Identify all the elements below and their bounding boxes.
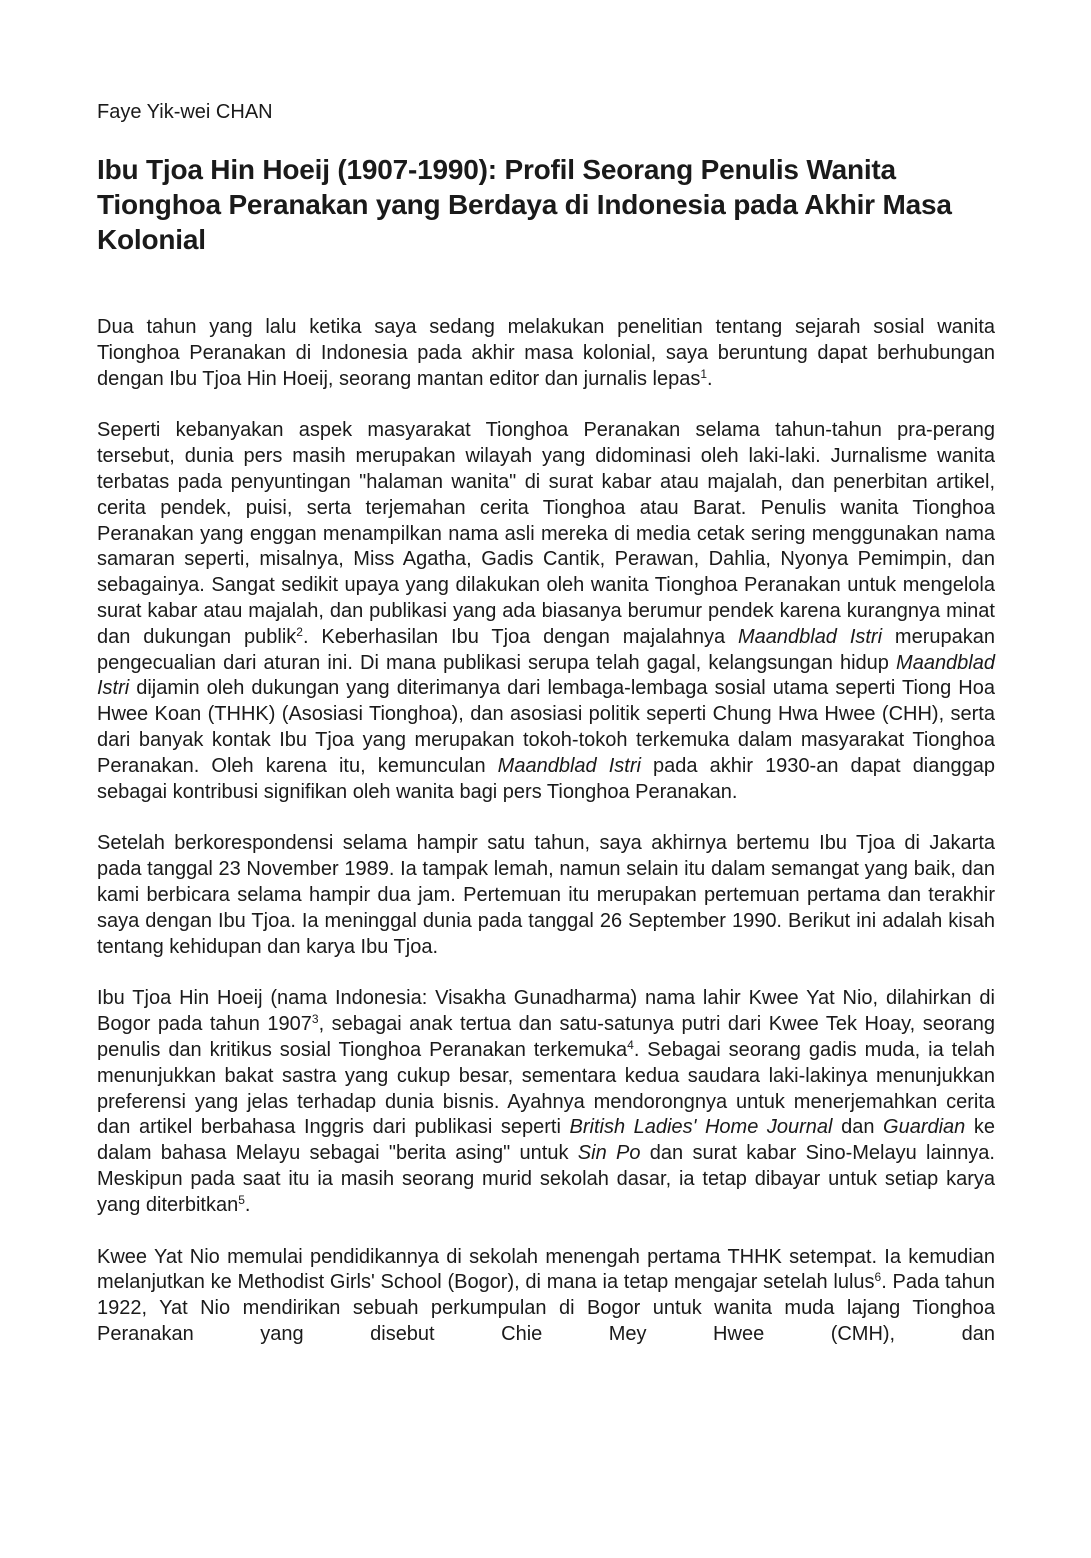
text-run: . — [707, 367, 713, 390]
footnote-ref-3: 3 — [311, 1012, 319, 1027]
text-run: pada akhir 1930-an dapat dianggap sebagai kontribusi signifikan oleh wanita bagi pers Tionghoa Peranakan. — [97, 754, 995, 803]
paragraph-meeting — [97, 831, 995, 960]
author-name: Faye Yik-wei CHAN — [97, 101, 273, 123]
publication-title: British Ladies' Home Journal — [569, 1116, 833, 1139]
text-run: . Keberhasilan Ibu Tjoa dengan majalahnya — [302, 625, 738, 648]
text-run: Setelah berkorespondensi selama hampir satu tahun, saya akhirnya bertemu Ibu Tjoa di Jakarta pada tanggal 23 November 1989. Ia tampak lemah, namun selain itu dalam semangat yang baik, dan kami berbicara selama hampir dua jam. Pertemuan itu merupakan pertemuan pertama dan terakhir saya dengan Ibu Tjoa. Ia meninggal dunia pada tanggal 26 September 1990. Berikut ini adalah kisah tentang kehidupan dan karya Ibu Tjoa. — [97, 832, 995, 958]
text-run: merupakan pengecualian dari aturan ini. Di mana publikasi serupa telah gagal, kelangsungan hidup — [97, 625, 995, 674]
text-run: ke dalam bahasa Melayu sebagai "berita asing" untuk — [97, 1116, 996, 1165]
article-title: Ibu Tjoa Hin Hoeij (1907-1990): Profil Seorang Penulis Wanita Tionghoa Peranakan yang Berdaya di Indonesia pada Akhir Masa Kolonial — [97, 154, 952, 255]
paragraph-education — [97, 1245, 995, 1348]
text-run: Seperti kebanyakan aspek masyarakat Tionghoa Peranakan selama tahun-tahun pra-perang tersebut, dunia pers masih merupakan wilayah yang didominasi oleh laki-laki. Jurnalisme wanita terbatas pada penyuntingan "halaman wanita" di surat kabar atau majalah, dan penerbitan artikel, cerita pendek, puisi, serta terjemahan cerita Tionghoa atau Barat. Penulis wanita Tionghoa Peranakan yang enggan menampilkan nama asli mereka di media cetak sering menggunakan nama samaran seperti, misalnya, Miss Agatha, Gadis Cantik, Perawan, Dahlia, Nyonya Pemimpin, dan sebagainya. Sangat sedikit upaya yang dilakukan oleh wanita Tionghoa Peranakan untuk mengelola surat kabar atau majalah, dan publikasi yang ada biasanya berumur pendek karena kurangnya minat dan dukungan publik — [97, 419, 995, 648]
text-run: Ibu Tjoa Hin Hoeij (nama Indonesia: Visakha Gunadharma) nama lahir Kwee Yat Nio, dilahirkan di Bogor pada tahun 1907 — [97, 987, 995, 1036]
text-run: dan surat kabar Sino-Melayu lainnya. Meskipun pada saat itu ia masih seorang murid sekolah dasar, ia tetap dibayar untuk setiap karya yang diterbitkan — [97, 1142, 995, 1216]
text-run: . Sebagai seorang gadis muda, ia telah menunjukkan bakat sastra yang cukup besar, sementara kedua saudara laki-lakinya menunjukkan preferensi yang jelas terhadap dunia bisnis. Ayahnya mendorongnya untuk menerjemahkan cerita dan artikel berbahasa Inggris dari publikasi seperti — [97, 1038, 995, 1139]
paragraph-press-context — [97, 418, 995, 805]
footnote-ref-5: 5 — [238, 1192, 245, 1207]
text-run: , sebagai anak tertua dan satu-satunya putri dari Kwee Tek Hoay, seorang penulis dan kritikus sosial Tionghoa Peranakan terkemuka — [97, 1013, 996, 1061]
magazine-title: Maandblad Istri — [737, 625, 883, 648]
text-run: . Pada tahun 1922, Yat Nio mendirikan sebuah perkumpulan di Bogor untuk wanita muda lajang Tionghoa Peranakan yang disebut Chie Mey Hwee (CMH), dan — [97, 1271, 995, 1345]
text-run: Dua tahun yang lalu ketika saya sedang melakukan penelitian tentang sejarah sosial wanita Tionghoa Peranakan di Indonesia pada akhir masa kolonial, saya beruntung dapat berhubungan dengan Ibu Tjoa Hin Hoeij, seorang mantan editor dan jurnalis lepas — [97, 316, 995, 390]
text-run: dijamin oleh dukungan yang diterimanya dari lembaga-lembaga sosial utama seperti Tiong Hoa Hwee Koan (THHK) (Asosiasi Tionghoa), dan asosiasi politik seperti Chung Hwa Hwee (CHH), serta dari banyak kontak Ibu Tjoa yang merupakan tokoh-tokoh terkemuka dalam masyarakat Tionghoa Peranakan. Oleh karena itu, kemunculan — [97, 677, 995, 777]
footnote-ref-4: 4 — [627, 1037, 634, 1052]
document-page — [97, 98, 995, 1374]
magazine-title: Maandblad Istri — [497, 754, 641, 777]
magazine-title: Maandblad Istri — [97, 651, 995, 700]
paragraph-intro — [97, 315, 995, 392]
text-run: . — [244, 1193, 251, 1216]
footnote-ref-2: 2 — [296, 624, 303, 639]
publication-title: Guardian — [883, 1116, 966, 1139]
publication-title: Sin Po — [577, 1142, 641, 1165]
text-run: dan — [832, 1116, 884, 1139]
footnote-ref-1: 1 — [700, 366, 708, 381]
paragraph-biography — [97, 986, 995, 1218]
text-run: Kwee Yat Nio memulai pendidikannya di sekolah menengah pertama THHK setempat. Ia kemudian melanjutkan ke Methodist Girls' School (Bogor), di mana ia tetap mengajar setelah lulus — [97, 1245, 995, 1294]
footnote-ref-6: 6 — [874, 1270, 882, 1285]
